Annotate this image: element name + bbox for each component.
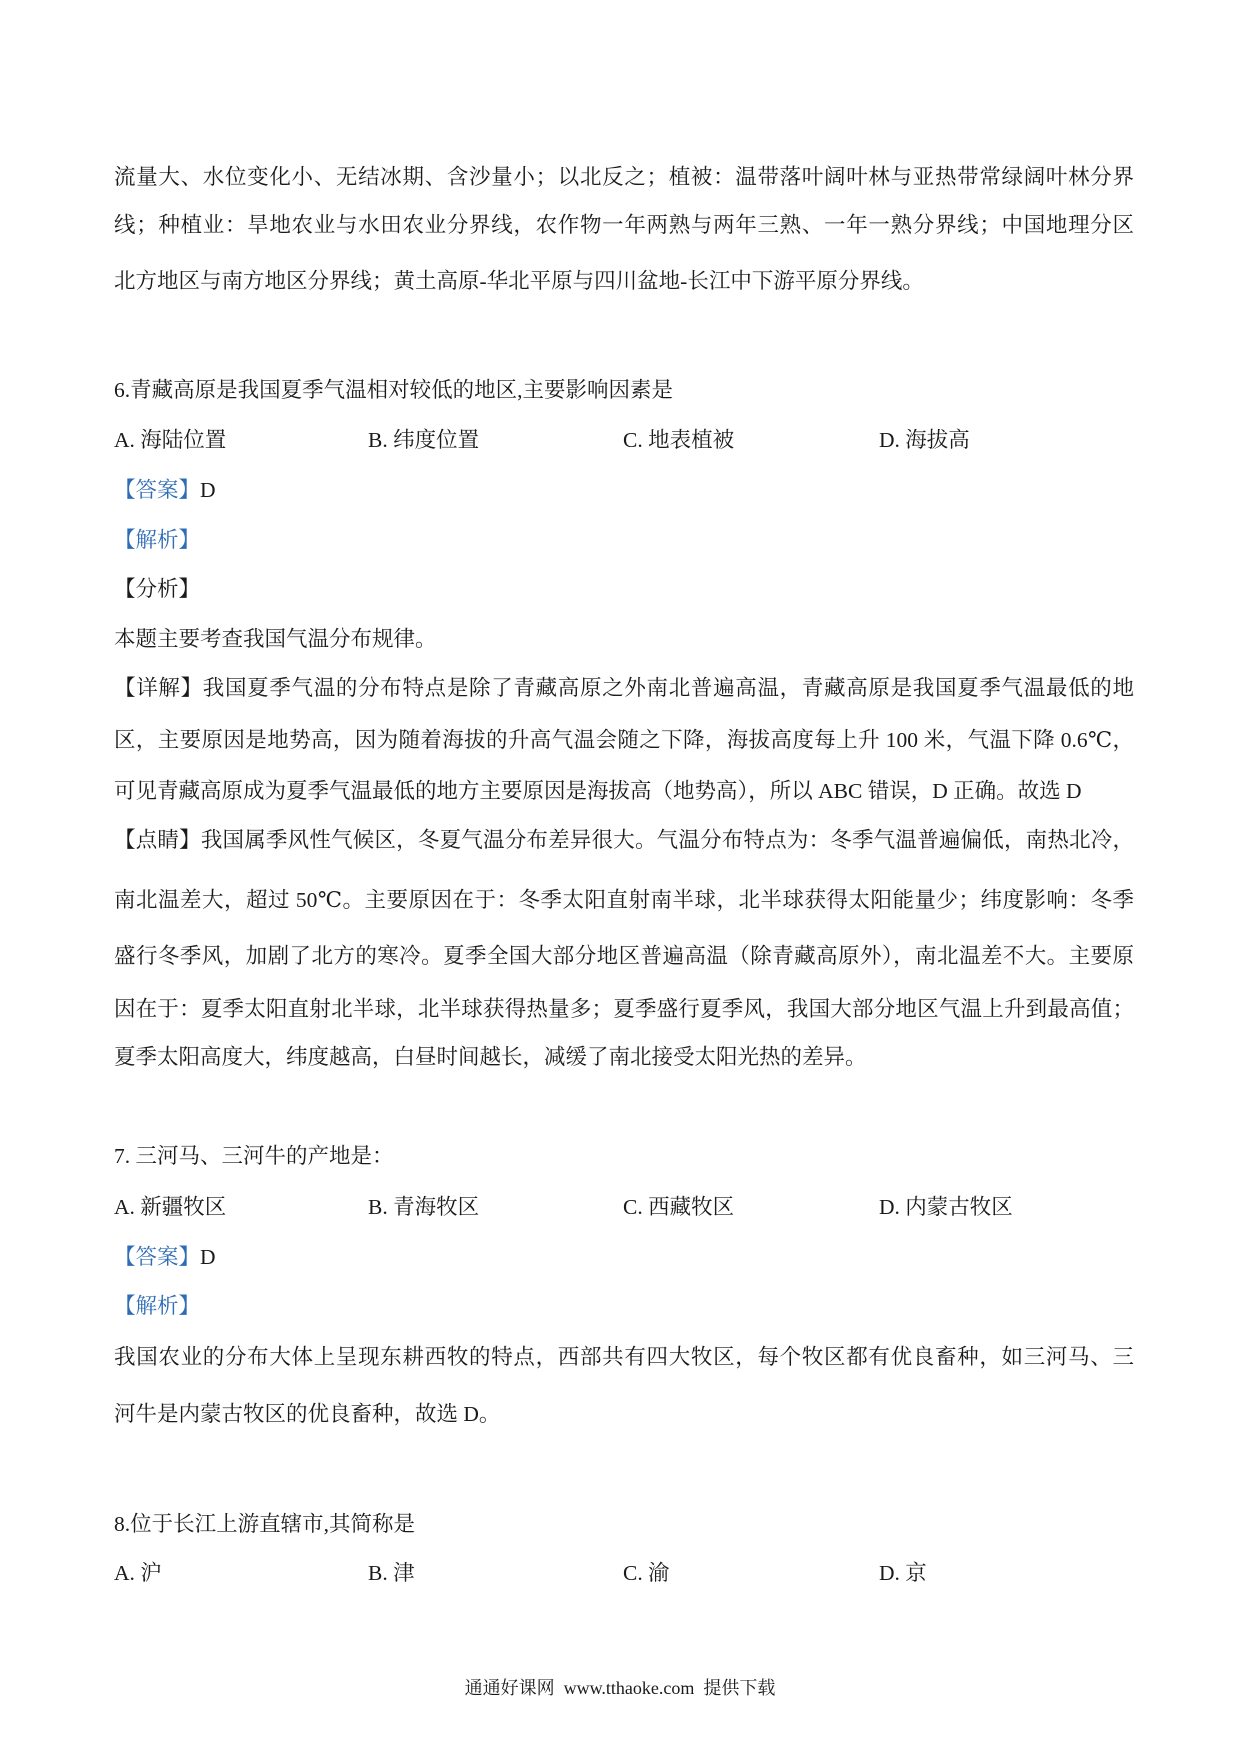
- q6-fenxi-text: 本题主要考查我国气温分布规律。: [114, 627, 437, 651]
- q6-dianjing-line-5: 夏季太阳高度大，纬度越高，白昼时间越长，减缓了南北接受太阳光热的差异。: [114, 1045, 867, 1069]
- q7-option-a: A. 新疆牧区: [114, 1195, 227, 1219]
- q6-xiangjie-line-2: 区，主要原因是地势高，因为随着海拔的升高气温会随之下降，海拔高度每上升 100 米，气温下降 0.6℃，: [114, 728, 1134, 752]
- q6-stem: 6.青藏高原是我国夏季气温相对较低的地区,主要影响因素是: [114, 378, 674, 402]
- q6-option-b: B. 纬度位置: [368, 428, 480, 452]
- q7-analysis-label: 【解析】: [114, 1294, 201, 1318]
- q6-dianjing-line-3: 盛行冬季风，加剧了北方的寒冷。夏季全国大部分地区普遍高温（除青藏高原外），南北温差不大。主要原: [114, 944, 1134, 968]
- q6-dianjing-line-1: 【点睛】我国属季风性气候区，冬夏气温分布差异很大。气温分布特点为：冬季气温普遍偏低，南热北冷，: [114, 828, 1134, 852]
- q7-analysis-line-2: 河牛是内蒙古牧区的优良畜种，故选 D。: [114, 1402, 501, 1426]
- q6-option-d: D. 海拔高: [879, 428, 970, 452]
- q7-answer-label: 【答案】: [114, 1245, 201, 1269]
- q7-option-d: D. 内蒙古牧区: [879, 1195, 1013, 1219]
- q6-dianjing-line-4: 因在于：夏季太阳直射北半球，北半球获得热量多；夏季盛行夏季风，我国大部分地区气温上升到最高值；: [114, 997, 1134, 1021]
- q6-fenxi-label: 【分析】: [114, 577, 201, 601]
- intro-line-1: 流量大、水位变化小、无结冰期、含沙量小；以北反之；植被：温带落叶阔叶林与亚热带常绿阔叶林分界: [114, 165, 1134, 189]
- q6-answer: [114, 476, 1134, 504]
- q7-option-b: B. 青海牧区: [368, 1195, 480, 1219]
- q7-option-c: C. 西藏牧区: [623, 1195, 735, 1219]
- q6-option-a: A. 海陆位置: [114, 428, 227, 452]
- q8-option-a: A. 沪: [114, 1561, 162, 1585]
- q7-stem: 7. 三河马、三河牛的产地是：: [114, 1144, 394, 1168]
- q6-analysis-label: 【解析】: [114, 528, 201, 552]
- q7-answer-value: D: [200, 1245, 216, 1269]
- q6-xiangjie-line-1: 【详解】我国夏季气温的分布特点是除了青藏高原之外南北普遍高温，青藏高原是我国夏季气温最低的地: [114, 676, 1134, 700]
- q8-option-c: C. 渝: [623, 1561, 670, 1585]
- intro-line-3: 北方地区与南方地区分界线；黄土高原-华北平原与四川盆地-长江中下游平原分界线。: [114, 269, 924, 293]
- q7-analysis-line-1: 我国农业的分布大体上呈现东耕西牧的特点，西部共有四大牧区，每个牧区都有优良畜种，如三河马、三: [114, 1345, 1134, 1369]
- q7-answer: [114, 1243, 1134, 1271]
- intro-line-2: 线；种植业：旱地农业与水田农业分界线，农作物一年两熟与两年三熟、一年一熟分界线；中国地理分区: [114, 213, 1134, 237]
- q8-stem: 8.位于长江上游直辖市,其简称是: [114, 1512, 416, 1536]
- q6-option-c: C. 地表植被: [623, 428, 735, 452]
- q6-answer-label: 【答案】: [114, 478, 201, 502]
- page-footer: 通通好课网 www.tthaoke.com 提供下载: [464, 1678, 776, 1698]
- q8-option-d: D. 京: [879, 1561, 927, 1585]
- q6-answer-value: D: [200, 478, 216, 502]
- q6-xiangjie-line-3: 可见青藏高原成为夏季气温最低的地方主要原因是海拔高（地势高），所以 ABC 错误，D 正确。故选 D: [114, 779, 1082, 803]
- q8-option-b: B. 津: [368, 1561, 415, 1585]
- q6-dianjing-line-2: 南北温差大，超过 50℃。主要原因在于：冬季太阳直射南半球，北半球获得太阳能量少；纬度影响：冬季: [114, 888, 1134, 912]
